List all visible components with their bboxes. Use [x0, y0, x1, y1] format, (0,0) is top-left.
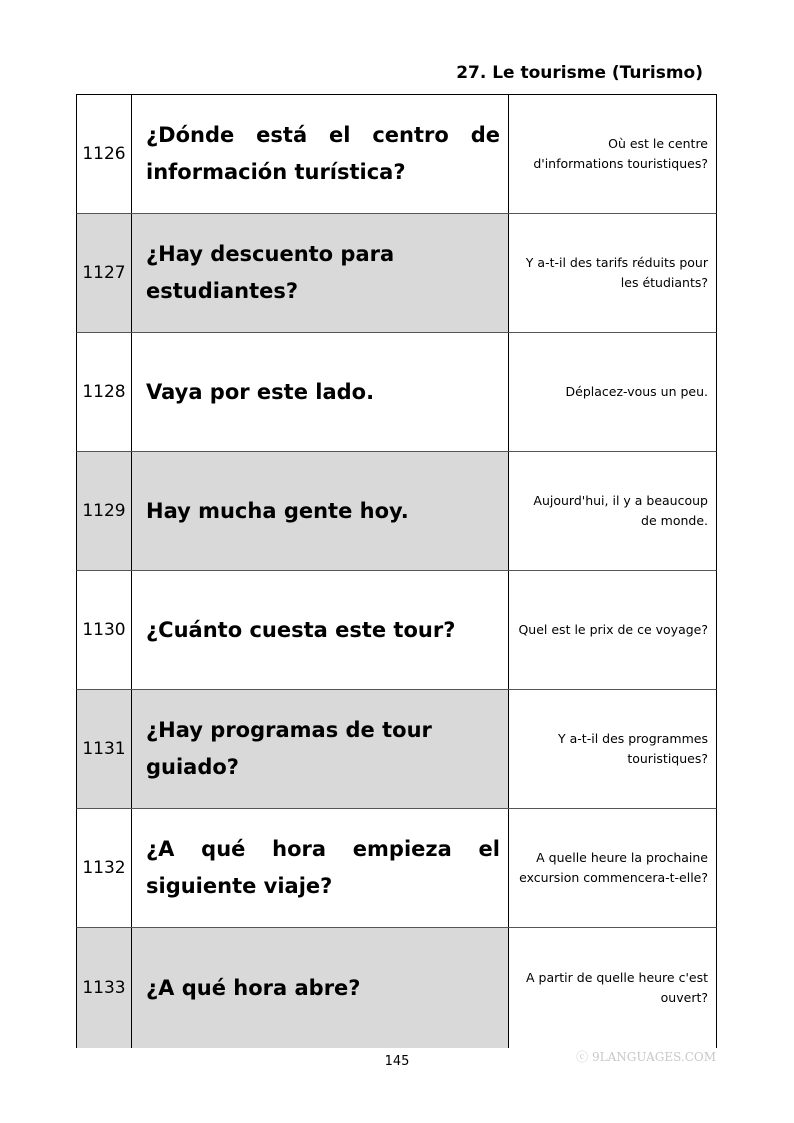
- spanish-phrase: Vaya por este lado.: [132, 333, 509, 451]
- section-title: 27. Le tourisme (Turismo): [456, 63, 703, 83]
- spanish-phrase: ¿Hay programas de tour guiado?: [132, 690, 509, 808]
- table-row: [76, 333, 717, 452]
- phrase-number: 1132: [77, 809, 132, 927]
- phrase-number: 1131: [77, 690, 132, 808]
- spanish-phrase: ¿Dónde está el centro de información turística?: [132, 95, 509, 213]
- table-row: [76, 452, 717, 571]
- table-row: [76, 571, 717, 690]
- table-row: [76, 809, 717, 928]
- spanish-phrase: ¿A qué hora abre?: [132, 928, 509, 1048]
- french-translation: Y a-t-il des programmes touristiques?: [509, 690, 716, 808]
- french-translation: Quel est le prix de ce voyage?: [509, 571, 716, 689]
- table-row: [76, 928, 717, 1048]
- spanish-phrase: Hay mucha gente hoy.: [132, 452, 509, 570]
- spanish-phrase: ¿A qué hora empieza el siguiente viaje?: [132, 809, 509, 927]
- french-translation: Où est le centre d'informations touristiques?: [509, 95, 716, 213]
- spanish-phrase: ¿Hay descuento para estudiantes?: [132, 214, 509, 332]
- phrase-number: 1133: [77, 928, 132, 1048]
- french-translation: Y a-t-il des tarifs réduits pour les étudiants?: [509, 214, 716, 332]
- phrase-number: 1126: [77, 95, 132, 213]
- copyright-watermark: ⓒ 9LANGUAGES.COM: [576, 1050, 716, 1064]
- phrase-table: [76, 94, 717, 1048]
- page-number: 145: [384, 1054, 410, 1069]
- phrase-number: 1127: [77, 214, 132, 332]
- french-translation: A partir de quelle heure c'est ouvert?: [509, 928, 716, 1048]
- phrase-number: 1130: [77, 571, 132, 689]
- table-row: [76, 690, 717, 809]
- spanish-phrase: ¿Cuánto cuesta este tour?: [132, 571, 509, 689]
- french-translation: Déplacez-vous un peu.: [509, 333, 716, 451]
- table-row: [76, 214, 717, 333]
- french-translation: A quelle heure la prochaine excursion commencera-t-elle?: [509, 809, 716, 927]
- table-row: [76, 95, 717, 214]
- phrase-number: 1128: [77, 333, 132, 451]
- french-translation: Aujourd'hui, il y a beaucoup de monde.: [509, 452, 716, 570]
- phrase-number: 1129: [77, 452, 132, 570]
